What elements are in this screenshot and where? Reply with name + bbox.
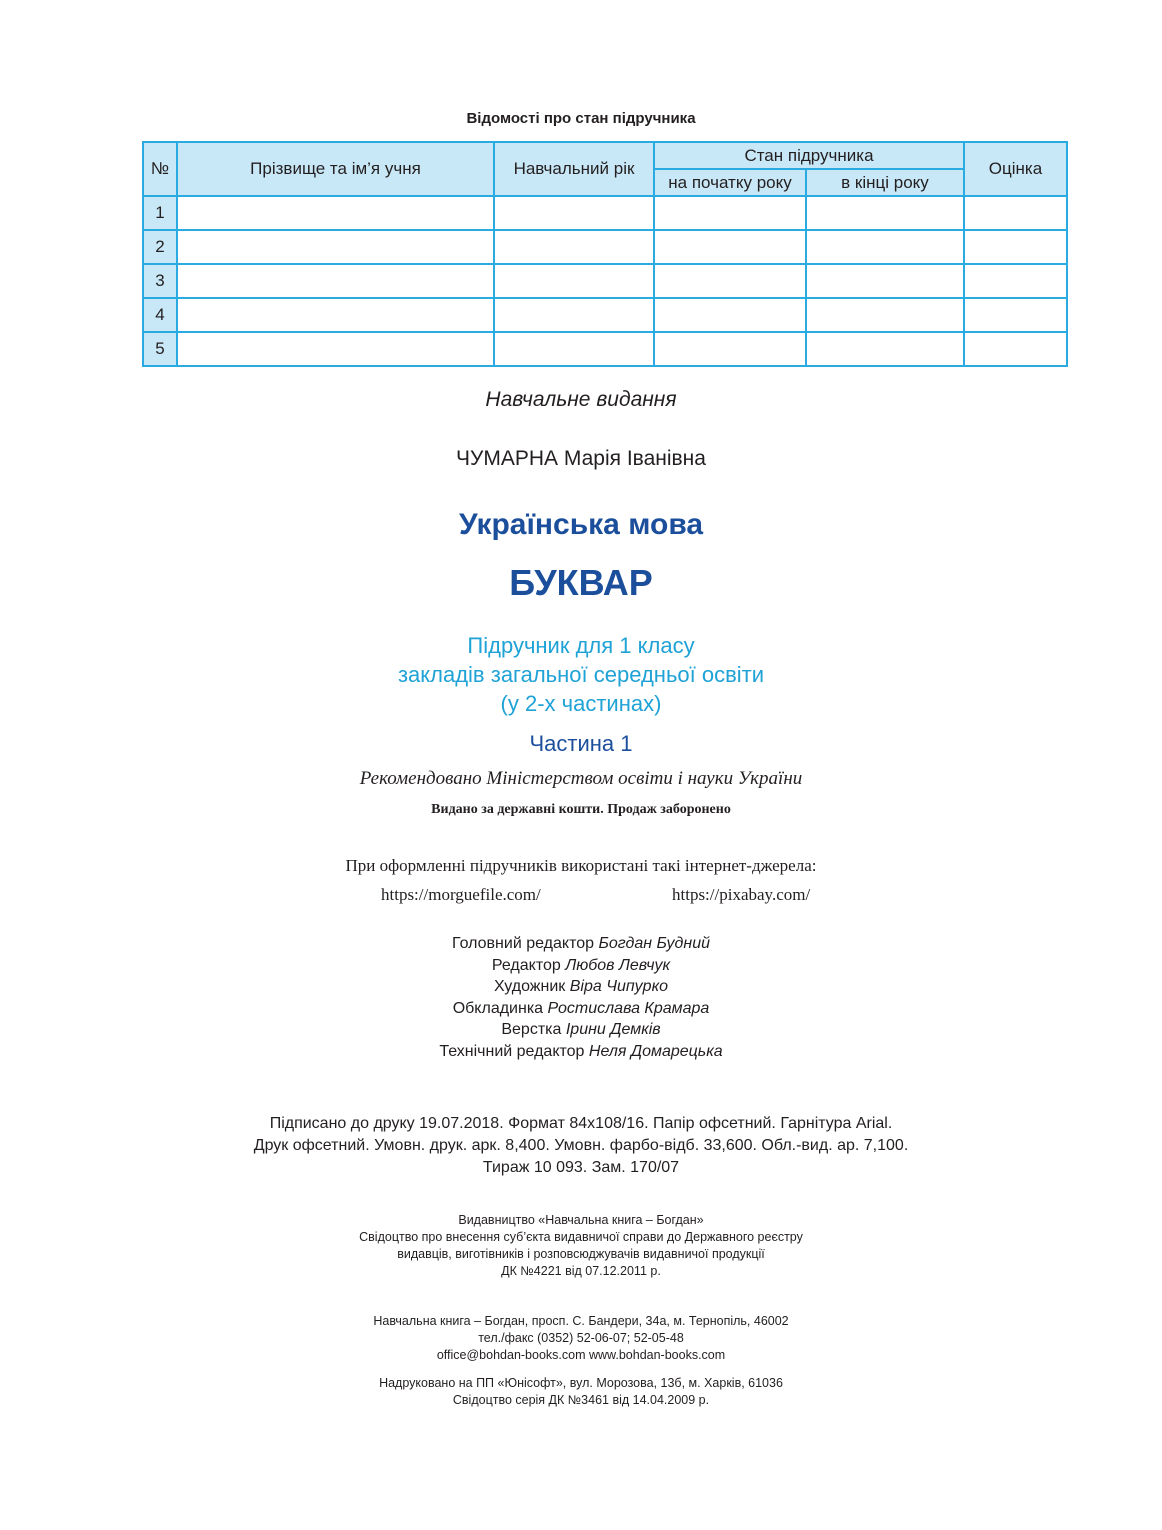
book-title: БУКВАР [509, 562, 653, 603]
credit-line: Технічний редактор Неля Домарецька [439, 1043, 723, 1060]
grade-cell [964, 332, 1067, 366]
free-distribution-notice: Видано за державні кошти. Продаж заборонено [431, 802, 731, 817]
table-row [143, 230, 1067, 264]
publisher-line: Видавництво «Навчальна книга – Богдан» [458, 1213, 704, 1227]
description-line: закладів загальної середньої освіти [397, 662, 765, 687]
credit-line: Верстка Ірини Демків [501, 1021, 661, 1038]
publisher-line: видавців, виготівників і розповсюджувачів видавничої продукції [397, 1247, 765, 1261]
source-link-morguefile[interactable]: https://morguefile.com/ [381, 885, 541, 904]
edition-type: Навчальне видання [485, 388, 677, 411]
header-year: Навчальний рік [494, 142, 654, 196]
part-number: Частина 1 [529, 731, 633, 756]
printer-line: Надруковано на ПП «Юнісофт», вул. Морозова, 13б, м. Харків, 61036 [379, 1376, 783, 1390]
state-start-cell [654, 332, 806, 366]
row-number: 3 [143, 264, 177, 298]
state-start-cell [654, 298, 806, 332]
state-end-cell [806, 298, 964, 332]
row-number: 5 [143, 332, 177, 366]
imprint-line: Друк офсетний. Умовн. друк. арк. 8,400. Умовн. фарбо-відб. 33,600. Обл.-вид. ар. 7,100. [253, 1137, 909, 1154]
state-end-cell [806, 196, 964, 230]
table-row [143, 298, 1067, 332]
header-grade: Оцінка [964, 142, 1067, 196]
state-end-cell [806, 332, 964, 366]
grade-cell [964, 196, 1067, 230]
contact-line: office@bohdan-books.com www.bohdan-books.com [436, 1348, 726, 1362]
sources-intro: При оформленні підручників використані такі інтернет-джерела: [345, 856, 817, 875]
credit-line: Редактор Любов Левчук [491, 957, 671, 974]
recommendation: Рекомендовано Міністерством освіти і науки України [359, 768, 803, 789]
description-line: (у 2-х частинах) [500, 691, 662, 716]
contact-line: Навчальна книга – Богдан, просп. С. Бандери, 34а, м. Тернопіль, 46002 [373, 1314, 789, 1328]
year-cell [494, 230, 654, 264]
table-title: Відомості про стан підручника [466, 110, 696, 127]
author-name: ЧУМАРНА Марія Іванівна [456, 447, 706, 470]
table-row [143, 332, 1067, 366]
subject-title: Українська мова [458, 508, 704, 541]
publisher-line: Свідоцтво про внесення суб’єкта видавничої справи до Державного реєстру [359, 1230, 803, 1244]
state-start-cell [654, 264, 806, 298]
grade-cell [964, 298, 1067, 332]
name-cell [177, 230, 494, 264]
grade-cell [964, 264, 1067, 298]
state-start-cell [654, 196, 806, 230]
header-state: Стан підручника [654, 142, 964, 169]
source-link-pixabay[interactable]: https://pixabay.com/ [672, 885, 811, 904]
table-row [143, 264, 1067, 298]
imprint-line: Підписано до друку 19.07.2018. Формат 84х108/16. Папір офсетний. Гарнітура Arial. [269, 1115, 893, 1132]
year-cell [494, 332, 654, 366]
credit-line: Художник Віра Чипурко [493, 978, 669, 995]
credit-line: Обкладинка Ростислава Крамара [452, 1000, 710, 1017]
state-end-cell [806, 230, 964, 264]
year-cell [494, 196, 654, 230]
header-state-start: на початку року [654, 169, 806, 196]
credit-line: Головний редактор Богдан Будний [452, 935, 710, 952]
name-cell [177, 264, 494, 298]
imprint-line: Тираж 10 093. Зам. 170/07 [482, 1159, 680, 1176]
year-cell [494, 264, 654, 298]
name-cell [177, 332, 494, 366]
state-start-cell [654, 230, 806, 264]
row-number: 2 [143, 230, 177, 264]
table-row [143, 196, 1067, 230]
state-end-cell [806, 264, 964, 298]
header-num: № [143, 142, 177, 196]
header-name: Прізвище та ім’я учня [177, 142, 494, 196]
header-state-end: в кінці року [806, 169, 964, 196]
grade-cell [964, 230, 1067, 264]
publisher-line: ДК №4221 від 07.12.2011 р. [501, 1264, 661, 1278]
textbook-state-table [142, 141, 1068, 367]
contact-line: тел./факс (0352) 52-06-07; 52-05-48 [478, 1331, 684, 1345]
year-cell [494, 298, 654, 332]
name-cell [177, 196, 494, 230]
name-cell [177, 298, 494, 332]
description-line: Підручник для 1 класу [467, 633, 695, 658]
row-number: 1 [143, 196, 177, 230]
printer-line: Свідоцтво серія ДК №3461 від 14.04.2009 р. [452, 1393, 710, 1407]
row-number: 4 [143, 298, 177, 332]
